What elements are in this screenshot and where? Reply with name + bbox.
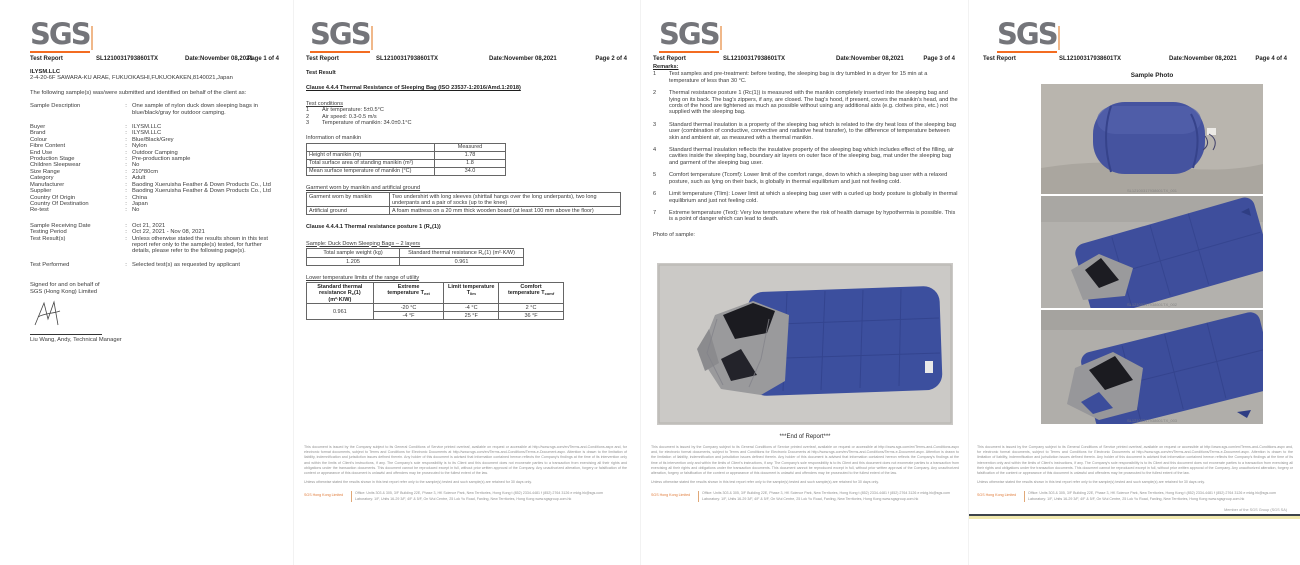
sample-photo-column bbox=[1041, 84, 1263, 426]
garment-title: Garment worn by manikin and artificial ground bbox=[306, 184, 421, 191]
remark-item: 7 Extreme temperature (Text): Very low temperature where the risk of health damage by hypothermia is possible. This is a point of danger which can lead to death. bbox=[653, 209, 956, 223]
spec-row: Buyer : ILYSM.LLC bbox=[30, 124, 279, 130]
signer-name: Liu Wang, Andy, Technical Manager bbox=[30, 337, 122, 344]
page-footer bbox=[651, 445, 959, 502]
intro-line: The following sample(s) was/were submitted and identified on behalf of the client as: bbox=[30, 89, 247, 96]
footer-office-address: Office: Units 303 & 305, 3/F Building 22E, Phase 3, HK Science Park, New Territories, Hong Kong t (852) 2334-4481 f (852) 2764 3126 e mktg.hk@sgs.com bbox=[355, 491, 604, 496]
limits-table: Standard thermal resistance $R_c(1)$ (m²·K/W) Extreme temperature $T_{ext}$ Limit temperature $T_{lim}$ Comfort temperature $T_{comf}$ 0.961 -20 °C -4 °C 2 °C -4 °F 25 °F 36 °F bbox=[306, 282, 564, 320]
page-number: Page 2 of 4 bbox=[595, 56, 627, 62]
footer-address bbox=[651, 491, 959, 501]
spec-row: Re-test : No bbox=[30, 207, 279, 213]
report-title: Test Report bbox=[306, 56, 339, 62]
report-page-1 bbox=[0, 0, 293, 565]
sgs-logo: SGS bbox=[997, 20, 1060, 50]
sgs-logo: SGS bbox=[659, 20, 722, 50]
footer-retention-note: Unless otherwise stated the results shown in this test report refer only to the sample(s) tested and such sample(s) are retained for 30 days only. bbox=[304, 480, 532, 485]
sgs-logo: SGS bbox=[310, 20, 373, 50]
garment-table: Garment worn by manikin Two undershirt with long sleeves (shirttail hangs over the long underpants), two long underpants and a pair of socks (up to the knee) Artificial ground A foam mattress on a 20 mm thick wooden board (at least 100 mm above the floor) bbox=[306, 192, 621, 215]
footer-company: SGS Hong Kong Limited bbox=[304, 493, 344, 498]
signature-scribble bbox=[30, 299, 74, 329]
page-number: Page 3 of 4 bbox=[923, 56, 955, 62]
footer-lab-address: Laboratory: 1/F, Units 16-29 3/F, 4/F & 5/F, On Wui Centre, 25 Lok Yu Road, Fanling, New Territories, Hong Kong www.sgsgroup.com.hk bbox=[1028, 496, 1245, 501]
footer-disclaimer: This document is issued by the Company subject to its General Conditions of Service printed overleaf, available on request or accessible at http://www.sgs.com/en/Terms-and-Conditions.aspx and, for electronic format documents, subject to Terms and Conditions for Electronic Documents at http://www.sgs.com/en/Terms-and-Conditions/Terms-e-Document.aspx. Attention is drawn to the limitation of liability, indemnification and jurisdiction issues defined therein. Any holder of this document is advised that information contained hereon reflects the Company's findings at the time of its intervention only and within the limits of Client's instructions, if any. The Company's sole responsibility is to its Client and this document does not exonerate parties to a transaction from exercising all their rights and obligations under the transaction documents. This document cannot be reproduced except in full, without prior written approval of the Company. Any unauthorized alteration, forgery or falsification of the content or appearance of this document is unlawful and offenders may be prosecuted to the fullest extent of the law. bbox=[304, 445, 627, 476]
footer-lab-address: Laboratory: 1/F, Units 16-29 3/F, 4/F & 5/F, On Wui Centre, 25 Lok Yu Road, Fanling, New Territories, Hong Kong www.sgsgroup.com.hk bbox=[702, 496, 919, 501]
spec-row: Category : Adult bbox=[30, 175, 279, 181]
logo-accent-bar bbox=[720, 26, 722, 50]
clause2-heading: Clause 4.4.4.1 Thermal resistance posture 1 $(R_c(1))$ bbox=[306, 224, 441, 231]
spec-row: Fibre Content : Nylon bbox=[30, 143, 279, 149]
report-date: Date:November 08,2021 bbox=[836, 56, 904, 62]
report-number: SL12100317938601TX bbox=[96, 56, 159, 62]
page2-content bbox=[306, 70, 621, 320]
weight-table: Total sample weight (kg) Standard thermal resistance $R_c(1)$ (m²·K/W) 1.205 0.961 bbox=[306, 248, 524, 266]
info-row: Testing Period : Oct 22, 2021 - Nov 08, 2021 bbox=[30, 229, 279, 235]
photo-caption: SL12100317938601TX_002 bbox=[1126, 302, 1178, 307]
photo-of-sample-label: Photo of sample: bbox=[653, 231, 695, 238]
remark-item: 2 Thermal resistance posture 1 (Rc(1)) is measured with the manikin completely inserted into the sleeping bag and lying on its back. The bag's zippers, if any, are closed. The bag's hood, if present, covers the manikin's head, and the cords of the hood are tightened as much as possible without using any additional aids (e.g. clothes pins, etc.) not supplied with the sleeping bag. bbox=[653, 90, 958, 116]
footer-office-address: Office: Units 303 & 305, 3/F Building 22E, Phase 3, HK Science Park, New Territories, Hong Kong t (852) 2334-4481 f (852) 2764 3126 e mktg.hk@sgs.com bbox=[1028, 491, 1277, 496]
spec-row: Supplier : Baoding Xueruisha Feather & Down Products Co., Ltd bbox=[30, 188, 279, 194]
report-title: Test Report bbox=[983, 56, 1016, 62]
footer-address bbox=[304, 491, 627, 501]
spec-list bbox=[30, 124, 279, 214]
page-footer bbox=[304, 445, 627, 502]
report-page-2 bbox=[293, 0, 641, 565]
remark-item: 5 Comfort temperature (Tcomf): Lower limit of the comfort range, down to which a sleeping bag user with a relaxed posture, such as lying on their back, is globally in thermal equilibrium and just not feeling cold. bbox=[653, 172, 948, 185]
sample-description-row: Sample Description : One sample of nylon duck down sleeping bags in blue/black/gray for outdoor camping. bbox=[30, 103, 279, 116]
spec-row: Country Of Origin : China bbox=[30, 195, 279, 201]
report-title: Test Report bbox=[653, 56, 686, 62]
report-date: Date:November 08,2021 bbox=[489, 56, 557, 62]
report-number: SL12100317938601TX bbox=[723, 56, 786, 62]
spec-row: Brand : ILYSM.LLC bbox=[30, 130, 279, 136]
page-number: Page 4 of 4 bbox=[1255, 56, 1287, 62]
test-conditions-list bbox=[306, 107, 621, 126]
sgs-logo: SGS bbox=[30, 20, 93, 50]
info-row: Test Result(s) : Unless otherwise stated the results shown in this test report refer only to the sample(s) tested, for further details, please refer to the following page(s). bbox=[30, 236, 279, 255]
manikin-table: Measured Height of manikin (m) 1.78 Total surface area of standing manikin (m²) 1.8 Mean surface temperature of manikin (°C) 34.0 bbox=[306, 143, 506, 176]
remarks-title: Remarks: bbox=[653, 64, 679, 70]
footer-company: SGS Hong Kong Limited bbox=[977, 493, 1017, 498]
remark-item: 1 Test samples and pre-treatment: before testing, the sleeping bag is dry tumbled in a dryer for 15 min at a temperature of less than 30 °C. bbox=[653, 71, 928, 84]
client-name: ILYSM.LLC bbox=[30, 69, 61, 75]
sample-photo-title: Sample Photo bbox=[1130, 72, 1174, 79]
logo-accent-bar bbox=[371, 26, 373, 50]
spec-row: Colour : Blue/Black/Grey bbox=[30, 137, 279, 143]
report-number: SL12100317938601TX bbox=[1059, 56, 1122, 62]
sample-photo-bag-front bbox=[1041, 196, 1263, 308]
footer-divider bbox=[351, 491, 352, 501]
spec-row: Country Of Destination : Japan bbox=[30, 201, 279, 207]
footer-disclaimer: This document is issued by the Company subject to its General Conditions of Service printed overleaf, available on request or accessible at http://www.sgs.com/en/Terms-and-Conditions.aspx and, for electronic format documents, subject to Terms and Conditions for Electronic Documents at http://www.sgs.com/en/Terms-and-Conditions/Terms-e-Document.aspx. Attention is drawn to the limitation of liability, indemnification and jurisdiction issues defined therein. Any holder of this document is advised that information contained hereon reflects the Company's findings at the time of its intervention only and within the limits of Client's instructions, if any. The Company's sole responsibility is to its Client and this document does not exonerate parties to a transaction from exercising all their rights and obligations under the transaction documents. This document cannot be reproduced except in full, without prior written approval of the Company. Any unauthorized alteration, forgery or falsification of the content or appearance of this document is unlawful and offenders may be prosecuted to the fullest extent of the law. bbox=[651, 445, 959, 476]
sample-photo-1-wrap bbox=[1041, 84, 1263, 194]
test-info-list bbox=[30, 223, 279, 268]
spec-row: Production Stage : Pre-production sample bbox=[30, 156, 279, 162]
footer-address bbox=[977, 491, 1293, 501]
condition-item: 1 Air temperature: 5±0.5°C bbox=[306, 107, 384, 114]
spec-row: Children Sleepwear : No bbox=[30, 162, 279, 168]
footer-divider bbox=[1024, 491, 1025, 501]
end-of-report: ***End of Report*** bbox=[779, 434, 831, 440]
logo-accent-bar bbox=[91, 26, 93, 50]
report-title: Test Report bbox=[30, 56, 63, 62]
footer-office-address: Office: Units 303 & 305, 3/F Building 22E, Phase 3, HK Science Park, New Territories, Hong Kong t (852) 2334-4481 f (852) 2764 3126 e mktg.hk@sgs.com bbox=[702, 491, 951, 496]
client-address: 2-4-20-6F SAWARA-KU ARAE, FUKUOKASHI,FUKUOKAKEN,8140021,Japan bbox=[30, 75, 233, 82]
page-footer bbox=[977, 445, 1293, 502]
footer-lab-address: Laboratory: 1/F, Units 16-29 3/F, 4/F & 5/F, On Wui Centre, 25 Lok Yu Road, Fanling, New Territories, Hong Kong www.sgsgroup.com.hk bbox=[355, 496, 572, 501]
condition-item: 2 Air speed: 0.3-0.5 m/s bbox=[306, 113, 377, 120]
sample-photo-rolled-bag bbox=[1041, 84, 1263, 194]
footer-disclaimer: This document is issued by the Company subject to its General Conditions of Service printed overleaf, available on request or accessible at http://www.sgs.com/en/Terms-and-Conditions.aspx and, for electronic format documents, subject to Terms and Conditions for Electronic Documents at http://www.sgs.com/en/Terms-and-Conditions/Terms-e-Document.aspx. Attention is drawn to the limitation of liability, indemnification and jurisdiction issues defined therein. Any holder of this document is advised that information contained hereon reflects the Company's findings at the time of its intervention only and within the limits of Client's instructions, if any. The Company's sole responsibility is to its Client and this document does not exonerate parties to a transaction from exercising all their rights and obligations under the transaction documents. This document cannot be reproduced except in full, without prior written approval of the Company. Any unauthorized alteration, forgery or falsification of the content or appearance of this document is unlawful and offenders may be prosecuted to the fullest extent of the law. bbox=[977, 445, 1293, 476]
spec-row: Size Range : 210*80cm bbox=[30, 169, 279, 175]
photo-caption: SL12100317938601TX_001 bbox=[1126, 188, 1178, 193]
info-row: Sample Receiving Date : Oct 21, 2021 bbox=[30, 223, 279, 229]
remark-item: 4 Standard thermal insulation reflects the insulative property of the sleeping bag which includes effect of the filling, air cavities inside the sleeping bag, boundary air layers on outer face of the sleeping bag, mat under the sleeping bag and garment of the sleeping bag user. bbox=[653, 147, 955, 166]
sample-photo-2-wrap bbox=[1041, 196, 1263, 308]
footer-member-note: Member of the SGS Group (SGS SA) bbox=[1224, 508, 1287, 512]
report-date: Date:November 08,2021 bbox=[1169, 56, 1237, 62]
remark-item: 6 Limit temperature (Tlim): Lower limit at which a sleeping bag user with a curled up body posture is globally in thermal equilibrium and just not feeling cold. bbox=[653, 191, 958, 204]
report-page-4 bbox=[968, 0, 1300, 565]
page-number: Page 1 of 4 bbox=[247, 56, 279, 62]
spec-row: End Use : Outdoor Camping bbox=[30, 150, 279, 156]
manikin-title: Information of manikin bbox=[306, 135, 362, 142]
test-conditions-title: Test conditions bbox=[306, 100, 344, 107]
info-row: Test Performed : Selected test(s) as requested by applicant bbox=[30, 262, 279, 268]
photo-caption: SL12100317938601TX_003 bbox=[1126, 418, 1178, 423]
sample-photo-open-bag bbox=[657, 263, 953, 425]
sample-line: Sample: Duck Down Sleeping Bags – 2 layers bbox=[306, 240, 421, 247]
footer-retention-note: Unless otherwise stated the results shown in this test report refer only to the sample(s) tested and such sample(s) are retained for 30 days only. bbox=[651, 480, 879, 485]
limits-title: Lower temperature limits of the range of utility bbox=[306, 275, 420, 282]
logo-accent-bar bbox=[1058, 26, 1060, 50]
test-result-label: Test Result bbox=[306, 70, 336, 76]
sample-photo-bag-opened bbox=[1041, 310, 1263, 424]
page3-content bbox=[653, 64, 958, 238]
clause-heading: Clause 4.4.4 Thermal Resistance of Sleeping Bag (ISO 23537-1:2016/Amd.1:2018) bbox=[306, 85, 521, 92]
page-bottom-highlight bbox=[969, 516, 1300, 519]
footer-divider bbox=[698, 491, 699, 501]
sample-photo-3-wrap bbox=[1041, 310, 1263, 424]
signature-rule bbox=[30, 333, 102, 335]
condition-item: 3 Temperature of manikin: 34.0±0.1°C bbox=[306, 120, 412, 127]
page1-content bbox=[30, 69, 279, 344]
footer-retention-note: Unless otherwise stated the results shown in this test report refer only to the sample(s) tested and such sample(s) are retained for 30 days only. bbox=[977, 480, 1205, 485]
footer-company: SGS Hong Kong Limited bbox=[651, 493, 691, 498]
report-number: SL12100317938601TX bbox=[376, 56, 439, 62]
report-page-3 bbox=[640, 0, 969, 565]
signature-block: Signed for and on behalf of SGS (Hong Kong) Limited Liu Wang, Andy, Technical Manager bbox=[30, 282, 279, 344]
remark-item: 3 Standard thermal insulation is a property of the sleeping bag which is related to the dry heat loss of the sleeping bag user (combination of conductive, convective and radiative heat transfer), to the difference of temperature between skin and ambient air, as measured with a thermal manikin. bbox=[653, 121, 957, 141]
report-date: Date:November 08,2021 bbox=[185, 56, 253, 62]
spec-row: Manufacturer : Baoding Xueruisha Feather & Down Products Co., Ltd bbox=[30, 182, 279, 188]
